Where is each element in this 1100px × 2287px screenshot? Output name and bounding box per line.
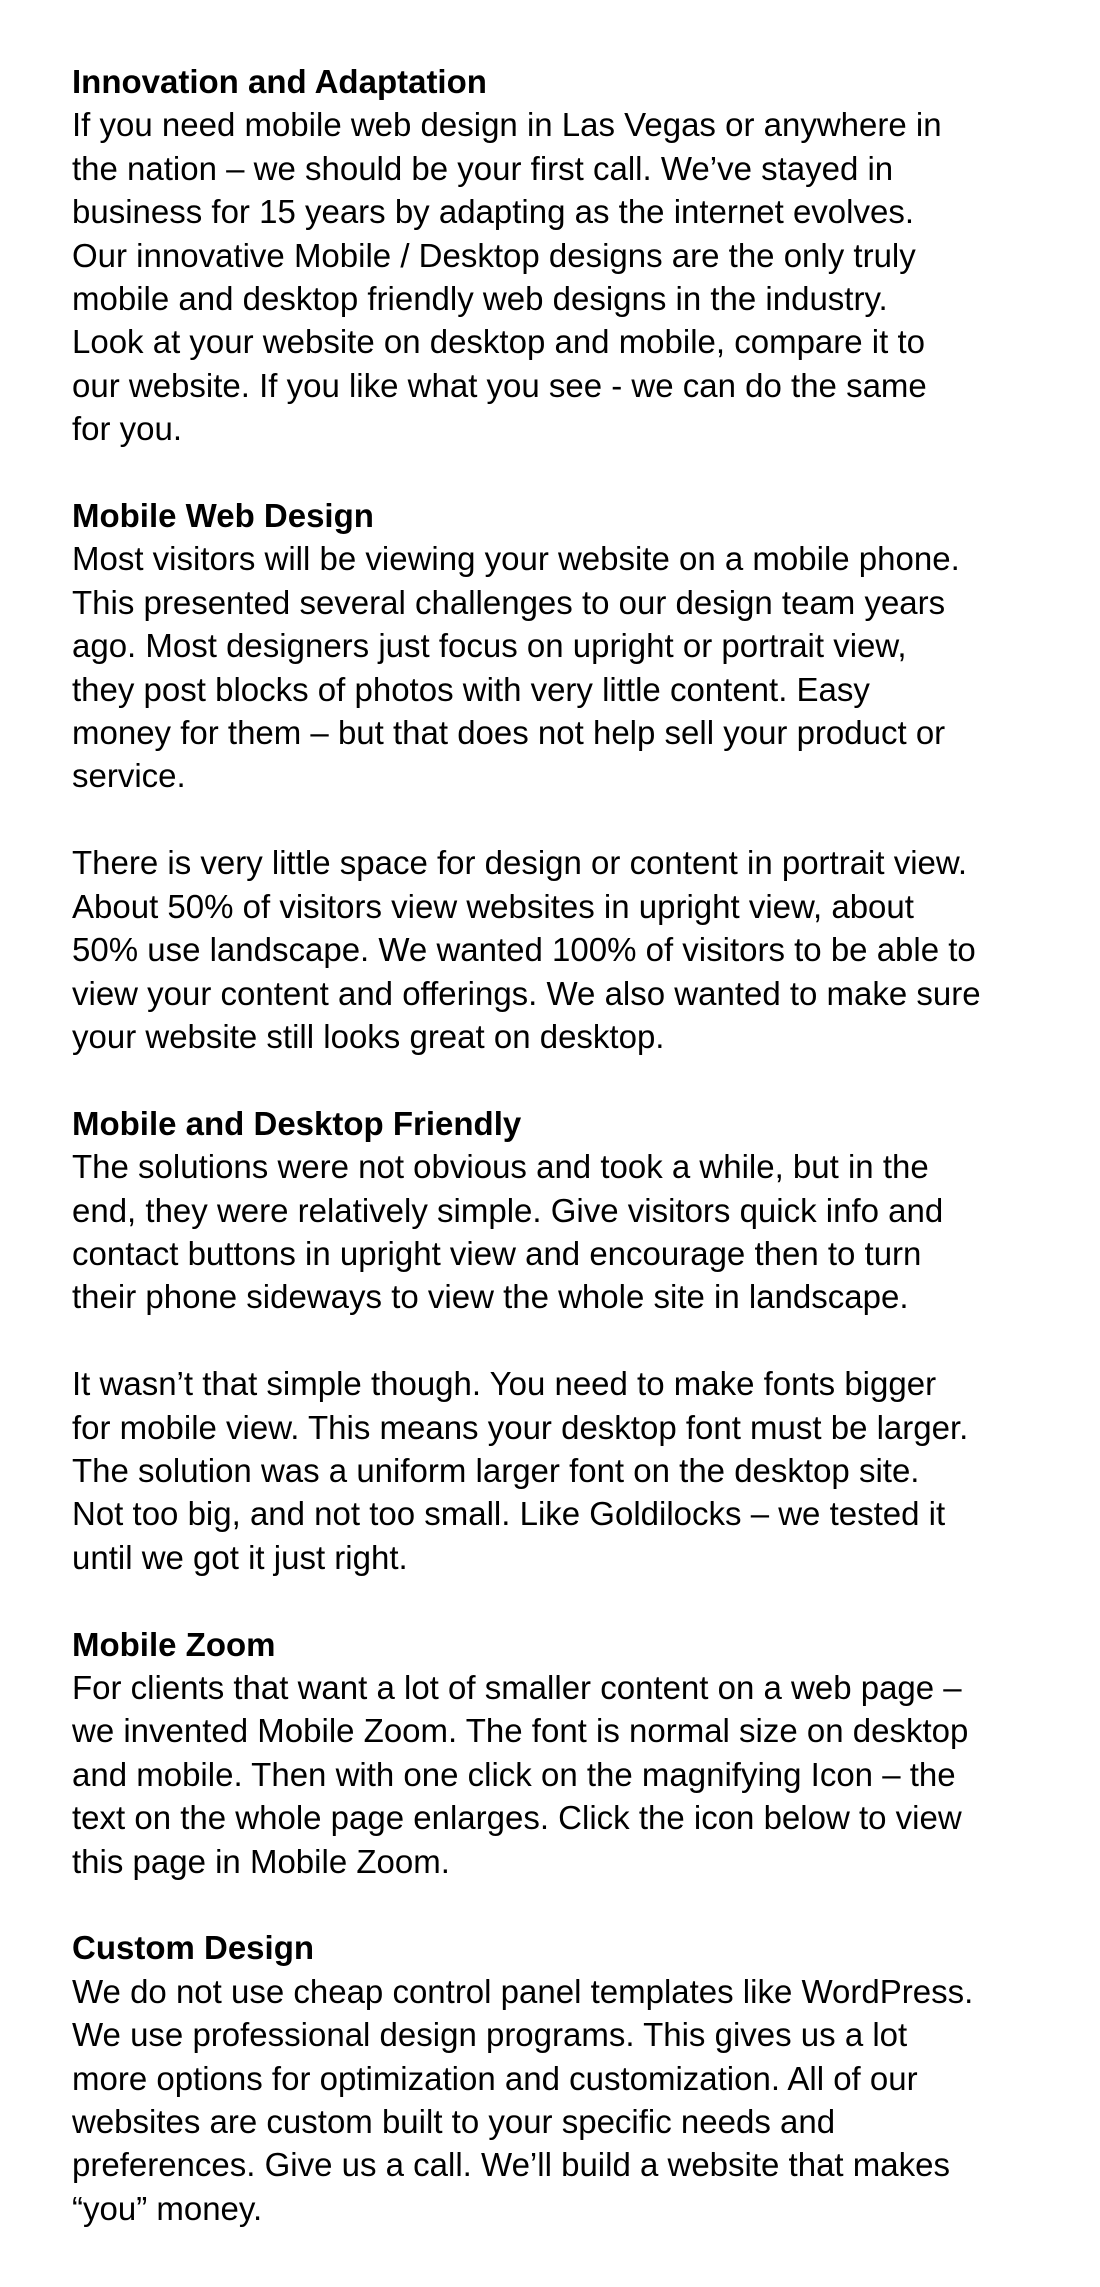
- section-heading: Mobile and Desktop Friendly: [72, 1104, 522, 1142]
- section-innovation-and-adaptation: [72, 60, 1072, 451]
- section-mobile-and-desktop-friendly: [72, 1102, 1072, 1579]
- section-mobile-web-design: [72, 494, 1072, 1058]
- section-paragraph: For clients that want a lot of smaller content on a web page – we invented Mobile Zoom. The font is normal size on desktop and mobile. Then with one click on the magnifying Icon – the text on the whole page enlarges. Click the icon below to view this page in Mobile Zoom.: [72, 1668, 969, 1880]
- section-paragraph: There is very little space for design or content in portrait view. About 50% of visitors view websites in upright view, about 50% use landscape. We wanted 100% of visitors to be able to view your content and offerings. We also wanted to make sure your website still looks great on desktop.: [72, 844, 981, 1055]
- section-heading: Custom Design: [72, 1929, 315, 1967]
- section-heading: Innovation and Adaptation: [72, 63, 487, 100]
- article-content: [72, 60, 1072, 2230]
- section-paragraph: If you need mobile web design in Las Vegas or anywhere in the nation – we should be your first call. We’ve stayed in business for 15 years by adapting as the internet evolves. Our innovative Mobile / Desktop designs are the only truly mobile and desktop friendly web designs in the industry. Look at your website on desktop and mobile, compare it to our website. If you like what you see - we can do the same for you.: [72, 106, 942, 448]
- section-paragraph: It wasn’t that simple though. You need to make fonts bigger for mobile view. This means your desktop font must be larger. The solution was a uniform larger font on the desktop site. Not too big, and not too small. Like Goldilocks – we tested it until we got it just right.: [72, 1365, 969, 1576]
- section-paragraph: We do not use cheap control panel templates like WordPress. We use professional design programs. This gives us a lot more options for optimization and customization. All of our websites are custom built to your specific needs and preferences. Give us a call. We’ll build a website that makes “you” money.: [72, 1972, 974, 2227]
- section-custom-design: [72, 1926, 1072, 2230]
- section-heading: Mobile Web Design: [72, 497, 374, 535]
- section-mobile-zoom: [72, 1623, 1072, 1883]
- section-paragraph: The solutions were not obvious and took a while, but in the end, they were relatively simple. Give visitors quick info and contact buttons in upright view and encourage then to turn their phone sideways to view the whole site in landscape.: [72, 1148, 944, 1316]
- section-paragraph: Most visitors will be viewing your website on a mobile phone. This presented several challenges to our design team years ago. Most designers just focus on upright or portrait view, they post blocks of photos with very little content. Easy money for them – but that does not help sell your product or service.: [72, 540, 960, 795]
- section-heading: Mobile Zoom: [72, 1625, 276, 1663]
